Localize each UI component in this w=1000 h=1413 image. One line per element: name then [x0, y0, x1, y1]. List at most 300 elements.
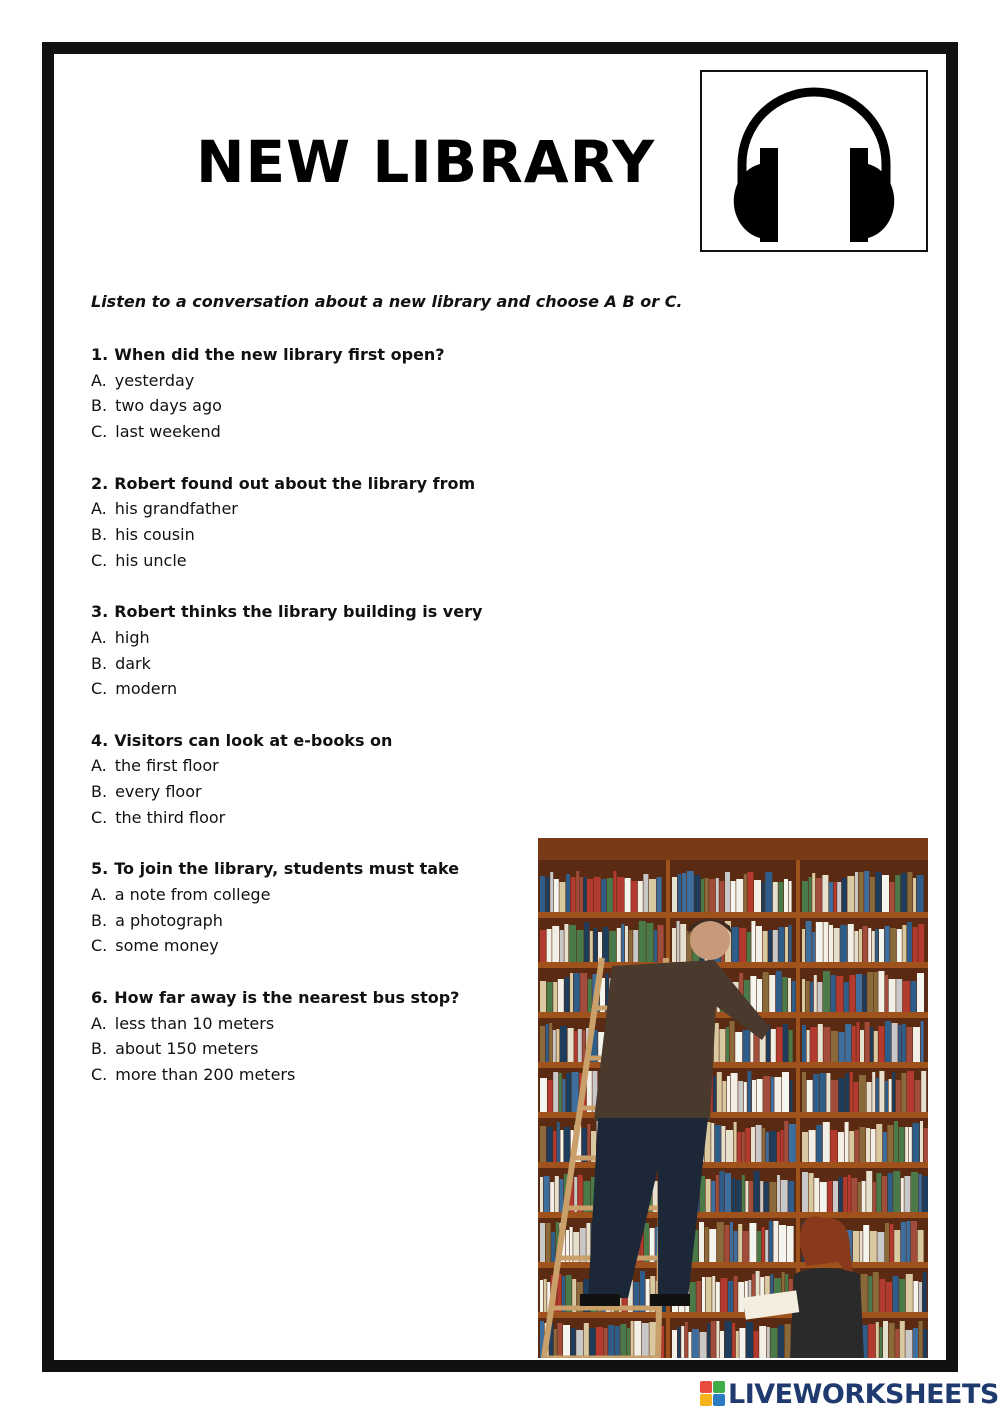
book-spine — [771, 1029, 776, 1062]
book-spine — [649, 879, 656, 912]
book-spine — [845, 1024, 851, 1062]
book-spine — [559, 882, 565, 912]
option-letter: C. — [91, 422, 108, 442]
book-spine — [882, 875, 889, 912]
book-spine — [852, 1026, 856, 1062]
book-spine — [802, 881, 808, 912]
book-spine — [571, 1328, 576, 1358]
book-spine — [557, 1122, 560, 1162]
option-text: more than 200 meters — [115, 1065, 296, 1085]
book-spine — [892, 1023, 898, 1062]
book-spine — [769, 1182, 776, 1212]
question-stem — [91, 599, 531, 625]
book-spine — [709, 879, 715, 912]
book-spine — [576, 1330, 583, 1358]
question-stem — [91, 985, 531, 1011]
shelf-board — [538, 962, 928, 968]
book-spine — [625, 878, 631, 912]
book-spine — [788, 978, 791, 1012]
book-spine — [711, 1181, 715, 1212]
book-spine — [870, 1027, 873, 1062]
liveworksheets-logo — [700, 1378, 999, 1410]
book-spine — [584, 1323, 589, 1358]
page-title: NEW LIBRARY — [196, 128, 656, 196]
book-spine — [609, 931, 616, 962]
book-spine — [731, 881, 736, 912]
answer-option[interactable] — [91, 1062, 531, 1088]
book-spine — [553, 1072, 558, 1112]
book-spine — [872, 931, 875, 962]
book-spine — [877, 1232, 884, 1262]
book-spine — [631, 1321, 634, 1358]
option-text: yesterday — [114, 370, 195, 390]
book-spine — [773, 930, 778, 962]
book-spine — [885, 926, 890, 962]
book-spine — [785, 927, 788, 962]
book-spine — [576, 871, 579, 912]
question-text: How far away is the nearest bus stop? — [114, 987, 460, 1007]
book-spine — [735, 1032, 742, 1062]
answer-option[interactable] — [91, 676, 531, 702]
logo-mark-icon — [700, 1381, 726, 1407]
answer-option[interactable] — [91, 1036, 531, 1062]
book-spine — [782, 1072, 789, 1112]
book-spine — [763, 931, 768, 962]
book-spine — [552, 926, 559, 962]
book-spine — [540, 1223, 545, 1262]
book-spine — [855, 1130, 859, 1162]
option-letter: B. — [91, 653, 108, 673]
book-spine — [904, 1176, 910, 1212]
book-spine — [868, 928, 871, 962]
option-letter: C. — [91, 936, 108, 956]
answer-option[interactable] — [91, 933, 531, 959]
book-spine — [716, 1321, 719, 1358]
book-spine — [907, 872, 912, 912]
book-spine — [784, 1121, 788, 1162]
book-spine — [859, 1127, 865, 1162]
book-spine — [594, 877, 601, 912]
book-spine — [831, 1031, 838, 1062]
book-spine — [913, 1281, 918, 1312]
book-spine — [878, 971, 884, 1012]
book-spine — [827, 1181, 832, 1212]
book-spine — [784, 879, 788, 912]
book-spine — [853, 1231, 859, 1262]
book-spine — [854, 931, 858, 962]
book-spine — [739, 1328, 745, 1358]
book-spine — [566, 874, 570, 912]
book-spine — [907, 1071, 914, 1112]
book-spine — [870, 877, 875, 912]
book-spine — [778, 927, 784, 962]
book-spine — [787, 1226, 794, 1262]
book-spine — [773, 1221, 778, 1262]
book-spine — [580, 877, 583, 912]
book-spine — [553, 1131, 556, 1162]
book-spine — [769, 1131, 776, 1162]
option-text: last weekend — [115, 422, 221, 442]
book-spine — [716, 878, 719, 912]
book-spine — [911, 1221, 917, 1262]
option-letter: B. — [91, 1039, 108, 1059]
book-spine — [726, 1027, 729, 1062]
book-spine — [807, 1030, 810, 1062]
book-spine — [871, 1129, 876, 1162]
book-spine — [902, 1024, 906, 1062]
book-spine — [823, 1122, 830, 1162]
book-spine — [577, 930, 584, 962]
book-spine — [570, 973, 573, 1012]
book-spine — [820, 1073, 826, 1112]
book-spine — [540, 1280, 543, 1312]
book-spine — [550, 1182, 554, 1212]
book-spine — [701, 879, 704, 912]
book-spine — [593, 928, 597, 962]
book-spine — [890, 1224, 894, 1262]
book-spine — [809, 877, 812, 912]
book-spine — [802, 1132, 808, 1162]
book-spine — [580, 973, 587, 1012]
book-spine — [863, 926, 868, 962]
woman-top — [790, 1268, 864, 1358]
question-stem — [91, 856, 531, 882]
book-spine — [749, 1181, 753, 1212]
answer-option[interactable] — [91, 882, 531, 908]
book-spine — [734, 1276, 738, 1312]
book-spine — [747, 1071, 751, 1112]
book-spine — [558, 979, 564, 1012]
book-spine — [912, 1123, 919, 1162]
book-spine — [809, 1130, 816, 1162]
book-spine — [751, 1127, 755, 1162]
option-letter: B. — [91, 396, 108, 416]
book-spine — [751, 921, 755, 962]
book-spine — [890, 882, 895, 912]
book-spine — [844, 982, 849, 1012]
book-spine — [745, 1128, 750, 1162]
book-spine — [724, 1225, 729, 1262]
book-spine — [890, 928, 896, 962]
book-spine — [768, 930, 772, 962]
book-spine — [865, 1022, 870, 1062]
book-spine — [870, 1231, 877, 1262]
book-spine — [856, 974, 862, 1012]
book-spine — [896, 1080, 901, 1112]
book-spine — [902, 925, 906, 962]
book-spine — [839, 1032, 845, 1062]
book-spine — [550, 872, 553, 912]
book-spine — [829, 925, 833, 962]
option-text: his grandfather — [114, 499, 238, 519]
book-spine — [837, 882, 841, 912]
book-spine — [848, 1175, 851, 1212]
book-spine — [589, 1328, 595, 1358]
book-spine — [776, 1027, 782, 1062]
book-spine — [863, 975, 867, 1012]
book-spine — [678, 1327, 681, 1358]
book-spine — [874, 1031, 878, 1062]
book-spine — [918, 1230, 924, 1262]
book-spine — [732, 1323, 735, 1358]
book-spine — [839, 1177, 843, 1212]
book-spine — [778, 1325, 784, 1358]
book-spine — [859, 929, 862, 962]
book-spine — [778, 882, 783, 912]
book-spine — [549, 1023, 552, 1062]
book-spine — [707, 1323, 710, 1358]
book-spine — [789, 1030, 793, 1062]
book-spine — [826, 1073, 830, 1112]
book-spine — [752, 1080, 756, 1112]
book-spine — [680, 924, 686, 962]
book-spine — [783, 1024, 788, 1062]
book-spine — [879, 1327, 882, 1358]
option-letter: C. — [91, 807, 108, 827]
book-spine — [889, 1323, 895, 1358]
book-spine — [816, 1125, 822, 1162]
option-letter: C. — [91, 1065, 108, 1085]
book-spine — [764, 1182, 769, 1212]
answer-option[interactable] — [91, 625, 531, 651]
option-text: high — [114, 627, 150, 647]
option-letter: A. — [91, 1013, 107, 1033]
book-spine — [876, 1078, 879, 1112]
book-spine — [646, 923, 653, 962]
book-spine — [875, 872, 881, 912]
option-letter: A. — [91, 627, 107, 647]
book-spine — [730, 1021, 735, 1062]
headphones-icon — [702, 72, 926, 250]
book-spine — [781, 1130, 784, 1162]
book-spine — [855, 872, 858, 912]
book-spine — [876, 1124, 882, 1162]
book-spine — [859, 1075, 866, 1112]
book-spine — [596, 1327, 603, 1358]
book-spine — [557, 1323, 562, 1358]
book-spine — [921, 1021, 924, 1062]
book-spine — [584, 922, 589, 962]
book-spine — [894, 1230, 900, 1262]
book-spine — [762, 1227, 765, 1262]
book-spine — [546, 1024, 549, 1062]
book-spine — [858, 1182, 861, 1212]
book-spine — [730, 1222, 733, 1262]
book-spine — [608, 1325, 614, 1358]
book-spine — [861, 1274, 868, 1312]
book-spine — [742, 1175, 745, 1212]
book-spine — [540, 1026, 545, 1062]
book-spine — [759, 1326, 766, 1358]
question-list — [91, 342, 531, 1114]
question-text: Visitors can look at e-books on — [114, 730, 393, 750]
book-spine — [883, 1132, 887, 1162]
book-spine — [566, 1073, 571, 1112]
book-spine — [806, 921, 812, 962]
book-spine — [756, 926, 762, 962]
book-spine — [574, 1031, 577, 1062]
book-spine — [920, 1121, 923, 1162]
question-number: 2. — [91, 473, 109, 493]
book-spine — [776, 971, 782, 1012]
book-spine — [893, 1276, 899, 1312]
book-spine — [540, 1177, 543, 1212]
answer-option[interactable] — [91, 419, 531, 445]
book-spine — [728, 1281, 733, 1312]
question-stem — [91, 728, 531, 754]
book-spine — [913, 878, 916, 912]
book-spine — [781, 1180, 788, 1212]
instructions: Listen to a conversation about a new library and choose A B or C. — [91, 292, 683, 311]
book-spine — [547, 982, 553, 1012]
book-spine — [736, 1180, 741, 1212]
book-spine — [555, 1176, 559, 1212]
book-spine — [785, 1324, 791, 1358]
book-spine — [716, 1282, 720, 1312]
book-spine — [879, 1279, 885, 1312]
book-spine — [872, 1072, 875, 1112]
book-spine — [830, 1130, 837, 1162]
option-text: a photograph — [115, 910, 223, 930]
book-spine — [744, 1082, 747, 1112]
option-letter: B. — [91, 525, 108, 544]
book-spine — [822, 875, 828, 912]
answer-option[interactable] — [91, 522, 531, 548]
book-spine — [802, 1072, 806, 1112]
book-spine — [840, 925, 847, 962]
book-spine — [711, 1123, 714, 1162]
book-spine — [779, 1225, 786, 1262]
option-text: two days ago — [115, 396, 222, 416]
library-photo — [538, 838, 928, 1358]
book-spine — [777, 1175, 780, 1212]
book-spine — [777, 1132, 780, 1162]
book-spine — [876, 1173, 881, 1212]
question-text: Robert thinks the library building is very — [114, 602, 483, 622]
shelf-board — [538, 1062, 928, 1068]
book-spine — [642, 1323, 649, 1358]
book-spine — [802, 929, 805, 962]
book-spine — [657, 877, 662, 912]
book-spine — [726, 1130, 733, 1162]
book-spine — [737, 1132, 741, 1162]
book-spine — [617, 928, 621, 962]
answer-option[interactable] — [91, 908, 531, 934]
book-spine — [866, 1128, 870, 1162]
book-spine — [540, 1126, 546, 1162]
book-spine — [792, 981, 796, 1012]
book-spine — [863, 1225, 869, 1262]
answer-option[interactable] — [91, 393, 531, 419]
option-letter: A. — [91, 370, 107, 390]
question-text: To join the library, students must take — [114, 859, 460, 879]
question-text: When did the new library first open? — [114, 345, 445, 364]
book-spine — [873, 1182, 876, 1212]
book-spine — [677, 921, 680, 962]
book-spine — [889, 979, 896, 1012]
book-spine — [918, 924, 924, 962]
answer-option[interactable] — [91, 805, 531, 831]
book-spine — [905, 1330, 912, 1358]
book-spine — [879, 1071, 884, 1112]
book-spine — [814, 1178, 819, 1212]
book-spine — [829, 882, 833, 912]
book-spine — [909, 1127, 912, 1162]
book-spine — [913, 927, 918, 962]
book-spine — [860, 1231, 863, 1262]
book-spine — [907, 922, 912, 962]
book-spine — [823, 922, 828, 962]
option-letter: C. — [91, 679, 108, 699]
book-spine — [765, 1230, 768, 1262]
book-spine — [757, 979, 762, 1012]
book-spine — [547, 929, 552, 962]
book-spine — [560, 1026, 567, 1062]
book-spine — [831, 975, 836, 1012]
book-spine — [766, 1132, 769, 1162]
answer-option[interactable] — [91, 779, 531, 805]
book-spine — [734, 1122, 737, 1162]
book-spine — [620, 1324, 626, 1358]
book-spine — [717, 1222, 724, 1262]
book-spine — [747, 872, 753, 912]
option-text: the first floor — [114, 756, 219, 776]
book-spine — [719, 881, 724, 912]
book-spine — [732, 1178, 736, 1212]
option-text: a note from college — [114, 885, 271, 905]
answer-option[interactable] — [91, 651, 531, 677]
book-spine — [732, 927, 739, 962]
book-spine — [564, 924, 568, 962]
answer-option[interactable] — [91, 753, 531, 779]
question-stem — [91, 471, 531, 497]
shelf-board — [538, 912, 928, 918]
book-spine — [809, 1173, 814, 1212]
book-spine — [564, 977, 569, 1012]
book-spine — [754, 1331, 759, 1358]
book-spine — [896, 979, 902, 1012]
book-spine — [613, 871, 616, 912]
book-spine — [540, 930, 546, 962]
book-spine — [725, 872, 730, 912]
book-spine — [897, 929, 902, 962]
book-spine — [767, 1327, 770, 1358]
book-spine — [742, 1132, 745, 1162]
book-spine — [554, 879, 559, 912]
book-spine — [899, 1279, 905, 1312]
book-spine — [853, 1082, 858, 1112]
answer-option[interactable] — [91, 496, 531, 522]
book-spine — [889, 1079, 892, 1112]
book-spine — [924, 1128, 928, 1162]
book-spine — [868, 1324, 875, 1358]
book-spine — [747, 932, 751, 962]
book-spine — [851, 1178, 857, 1212]
book-spine — [892, 1072, 895, 1112]
man-shoe — [580, 1294, 620, 1306]
book-spine — [725, 1173, 731, 1212]
book-spine — [820, 1182, 827, 1212]
book-spine — [849, 1131, 854, 1162]
book-spine — [789, 925, 792, 962]
book-spine — [899, 1127, 905, 1162]
book-spine — [738, 1282, 744, 1312]
book-spine — [713, 1076, 716, 1112]
answer-option[interactable] — [91, 548, 531, 574]
question-6 — [91, 985, 531, 1114]
answer-option[interactable] — [91, 368, 531, 394]
answer-option[interactable] — [91, 1011, 531, 1037]
